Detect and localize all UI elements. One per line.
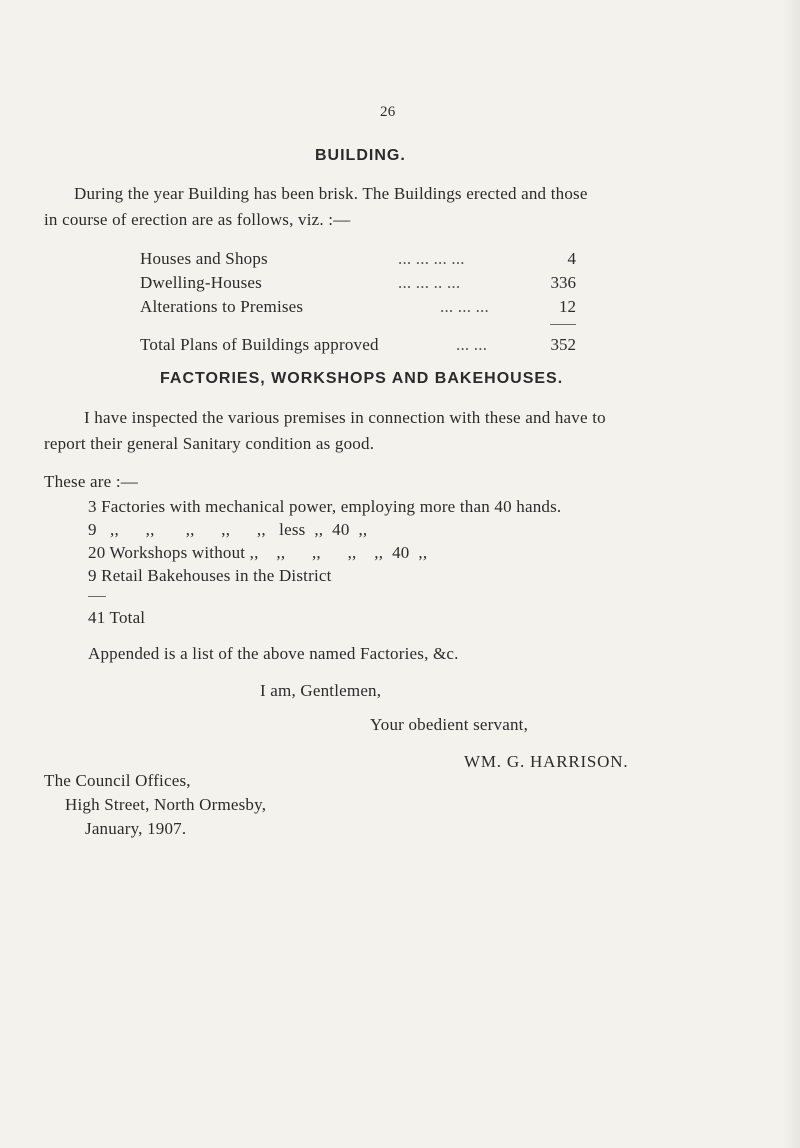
factories-heading: FACTORIES, WORKSHOPS AND BAKEHOUSES. xyxy=(160,370,564,387)
factories-item-3: 20 Workshops without ,, ,, ,, ,, ,, 40 ,, xyxy=(88,543,428,562)
page-number: 26 xyxy=(380,104,396,120)
factories-para-line1: I have inspected the various premises in connection with these and have to xyxy=(84,408,606,427)
building-total-label: Total Plans of Buildings approved xyxy=(140,335,379,354)
building-intro-line2: in course of erection are as follows, viz. :— xyxy=(44,210,351,229)
address-line1: The Council Offices, xyxy=(44,771,191,790)
building-total-rule xyxy=(550,324,576,325)
appended-line: Appended is a list of the above named Factories, &c. xyxy=(88,644,459,663)
building-heading: BUILDING. xyxy=(315,147,406,164)
building-row-alterations-value: 12 xyxy=(559,297,576,316)
closing-signature: WM. G. HARRISON. xyxy=(464,752,629,771)
factories-para-line2: report their general Sanitary condition as good. xyxy=(44,434,375,453)
page-edge-shadow xyxy=(782,0,800,1148)
address-date: January, 1907. xyxy=(85,819,187,838)
factories-item-2: 9 ,, ,, ,, ,, ,, less ,, 40 ,, xyxy=(88,520,368,539)
building-row-houses-value: 4 xyxy=(567,249,576,268)
factories-item-1: 3 Factories with mechanical power, employing more than 40 hands. xyxy=(88,497,562,516)
building-total-value: 352 xyxy=(550,335,576,354)
factories-total-rule xyxy=(88,596,106,597)
address-line2: High Street, North Ormesby, xyxy=(65,795,267,814)
building-row-dwellings-leader: ... ... .. ... xyxy=(398,273,461,292)
building-row-houses-leader: ... ... ... ... xyxy=(398,249,465,268)
building-row-dwellings-value: 336 xyxy=(550,273,576,292)
building-row-houses-label: Houses and Shops xyxy=(140,249,268,268)
building-row-dwellings-label: Dwelling-Houses xyxy=(140,273,262,292)
building-intro-line1: During the year Building has been brisk. The Buildings erected and those xyxy=(74,184,588,203)
factories-item-4: 9 Retail Bakehouses in the District xyxy=(88,566,332,585)
closing-obedient: Your obedient servant, xyxy=(370,715,529,734)
closing-salutation: I am, Gentlemen, xyxy=(260,681,382,700)
factories-total: 41 Total xyxy=(88,608,146,627)
building-total-leader: ... ... xyxy=(456,335,488,354)
building-row-alterations-leader: ... ... ... xyxy=(440,297,489,316)
building-row-alterations-label: Alterations to Premises xyxy=(140,297,304,316)
these-are-label: These are :— xyxy=(44,472,138,491)
